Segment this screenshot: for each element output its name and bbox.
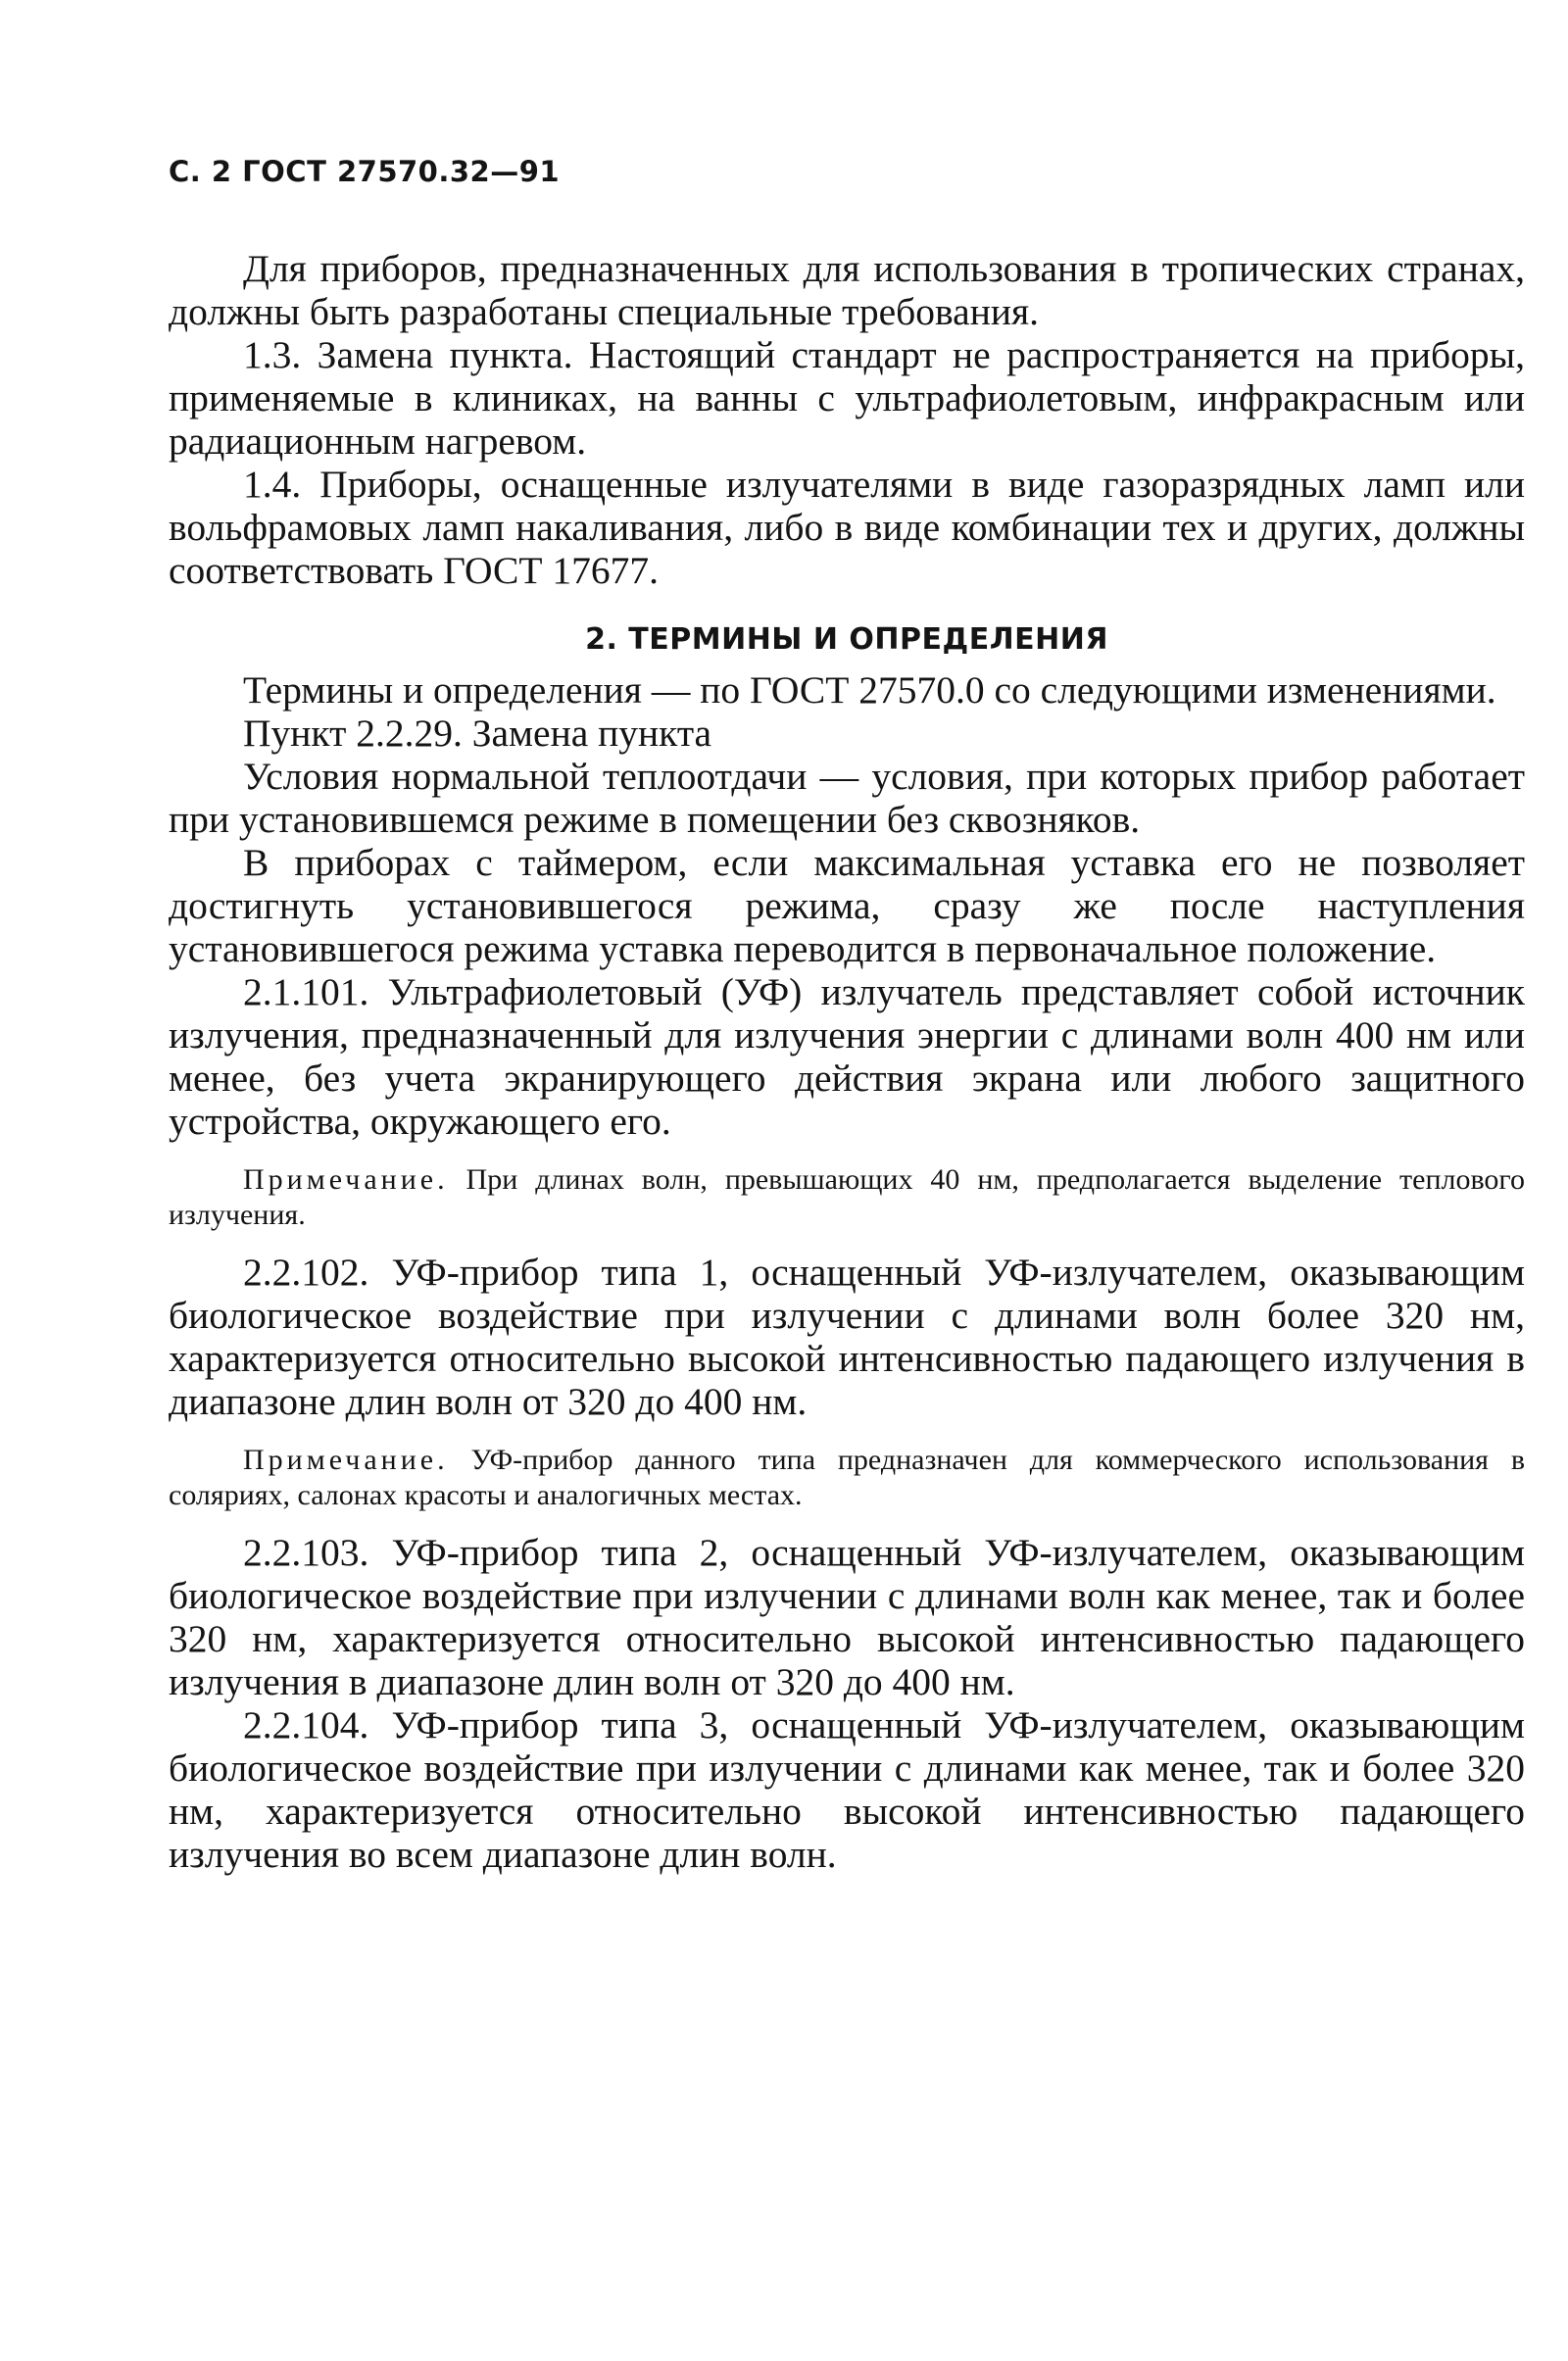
paragraph-terms: Термины и определения — по ГОСТ 27570.0 со следующими изменениями. (243, 668, 1496, 712)
note-1 (169, 1162, 1525, 1233)
note-1-label: Примечание. (243, 1163, 449, 1196)
paragraph-2-2-103: 2.2.103. УФ-прибор типа 2, оснащенный УФ-излучателем, оказывающим биологическое воздействие при излучении с длинами волн как менее, так и более 320 нм, характеризуется относительно высокой интенсивностью падающего излучения в диапазоне длин волн от 320 до 400 нм. (169, 1531, 1525, 1703)
note-2-text: УФ-прибор данного типа предназначен для коммерческого использования в соляриях, салонах красоты и аналогичных местах. (169, 1444, 1525, 1511)
paragraph-1-3: 1.3. Замена пункта. Настоящий стандарт не распространяется на приборы, применяемые в клиниках, на ванны с ультрафиолетовым, инфракрасным или радиационным нагревом. (169, 333, 1525, 463)
document-body (169, 247, 1525, 1876)
paragraph-2-2-29: Пункт 2.2.29. Замена пункта (243, 712, 712, 755)
note-2-label: Примечание. (243, 1444, 449, 1476)
note-1-text: При длинах волн, превышающих 40 нм, предполагается выделение теплового излучения. (169, 1163, 1525, 1231)
paragraph-2-2-104: 2.2.104. УФ-прибор типа 3, оснащенный УФ-излучателем, оказывающим биологическое воздействие при излучении с длинами как менее, так и более 320 нм, характеризуется относительно высокой интенсивностью падающего излучения во всем диапазоне длин волн. (169, 1703, 1525, 1876)
paragraph-tropics: Для приборов, предназначенных для использования в тропических странах, должны быть разработаны специальные требования. (169, 247, 1525, 333)
note-2 (169, 1443, 1525, 1513)
page-header: С. 2 ГОСТ 27570.32—91 (169, 155, 561, 188)
paragraph-2-2-102: 2.2.102. УФ-прибор типа 1, оснащенный УФ-излучателем, оказывающим биологическое воздействие при излучении с длинами волн более 320 нм, характеризуется относительно высокой интенсивностью падающего излучения в диапазоне длин волн от 320 до 400 нм. (169, 1251, 1525, 1423)
paragraph-normal-heat: Условия нормальной теплоотдачи — условия, при которых прибор работает при установившемся режиме в помещении без сквозняков. (169, 755, 1525, 841)
paragraph-2-1-101: 2.1.101. Ультрафиолетовый (УФ) излучатель представляет собой источник излучения, предназначенный для излучения энергии с длинами волн 400 нм или менее, без учета экранирующего действия экрана или любого защитного устройства, окружающего его. (169, 970, 1525, 1143)
paragraph-1-4: 1.4. Приборы, оснащенные излучателями в виде газоразрядных ламп или вольфрамовых ламп накаливания, либо в виде комбинации тех и других, должны соответствовать ГОСТ 17677. (169, 463, 1525, 592)
paragraph-timer: В приборах с таймером, если максимальная уставка его не позволяет достигнуть установившегося режима, сразу же после наступления установившегося режима уставка переводится в первоначальное положение. (169, 841, 1525, 970)
section-title: 2. ТЕРМИНЫ И ОПРЕДЕЛЕНИЯ (585, 622, 1108, 657)
